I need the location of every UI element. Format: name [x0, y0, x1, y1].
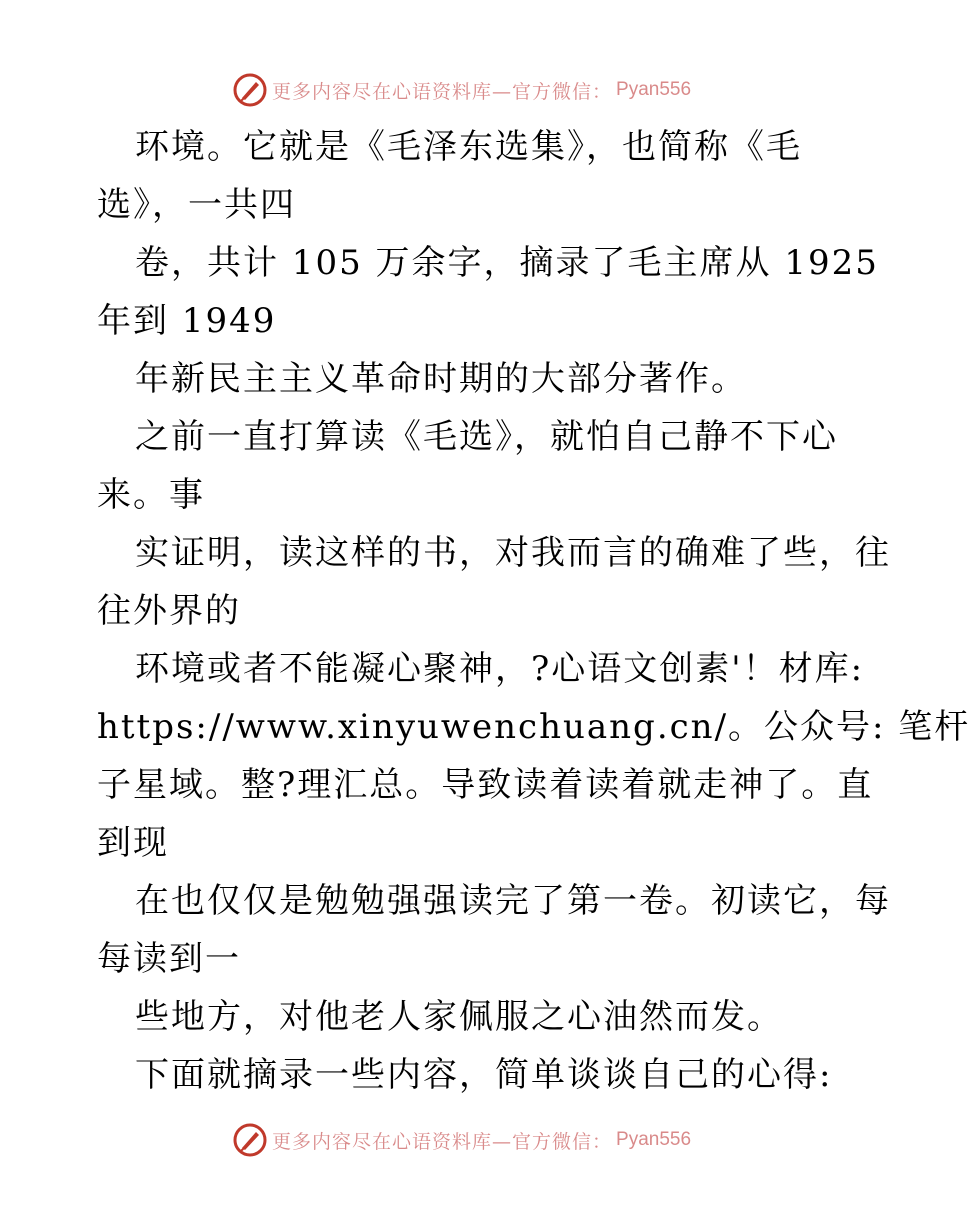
text-line: 每读到一	[97, 939, 241, 979]
text-line: 到现	[97, 823, 169, 863]
footer-banner-text: 更多内容尽在心语资料库—官方微信：	[272, 1130, 613, 1153]
header-watermark-banner	[232, 70, 691, 110]
document-body	[97, 118, 970, 1104]
text-line: 选》，一共四	[97, 185, 296, 225]
text-line: 实证明，读这样的书，对我而言的确难了些，往	[135, 533, 891, 573]
footer-watermark-banner	[232, 1120, 691, 1160]
text-line: https://www.xinyuwenchuang.cn/。公众号: 笔杆	[97, 707, 970, 747]
text-line: 环境或者不能凝心聚神，?心语文创素'！材库:	[135, 649, 865, 689]
text-line: 子星域。整?理汇总。导致读着读着就走神了。直	[97, 765, 874, 805]
text-line: 下面就摘录一些内容，简单谈谈自己的心得:	[135, 1055, 833, 1095]
quill-pen-logo-icon	[232, 72, 268, 108]
quill-pen-logo-icon	[232, 1122, 268, 1158]
header-banner-id: Pyan556	[616, 79, 692, 100]
text-line: 之前一直打算读《毛选》，就怕自己静不下心	[135, 417, 838, 457]
text-line: 些地方，对他老人家佩服之心油然而发。	[135, 997, 783, 1037]
text-line: 往外界的	[97, 591, 241, 631]
text-line: 年到 1949	[97, 301, 277, 341]
footer-banner-id: Pyan556	[616, 1129, 692, 1150]
text-line: 环境。它就是《毛泽东选集》，也简称《毛	[135, 127, 802, 167]
text-line: 来。事	[97, 475, 205, 515]
text-line: 卷，共计 105 万余字，摘录了毛主席从 1925	[135, 243, 879, 283]
text-line: 年新民主主义革命时期的大部分著作。	[135, 359, 747, 399]
header-banner-text: 更多内容尽在心语资料库—官方微信：	[272, 80, 613, 103]
text-line: 在也仅仅是勉勉强强读完了第一卷。初读它，每	[135, 881, 891, 921]
